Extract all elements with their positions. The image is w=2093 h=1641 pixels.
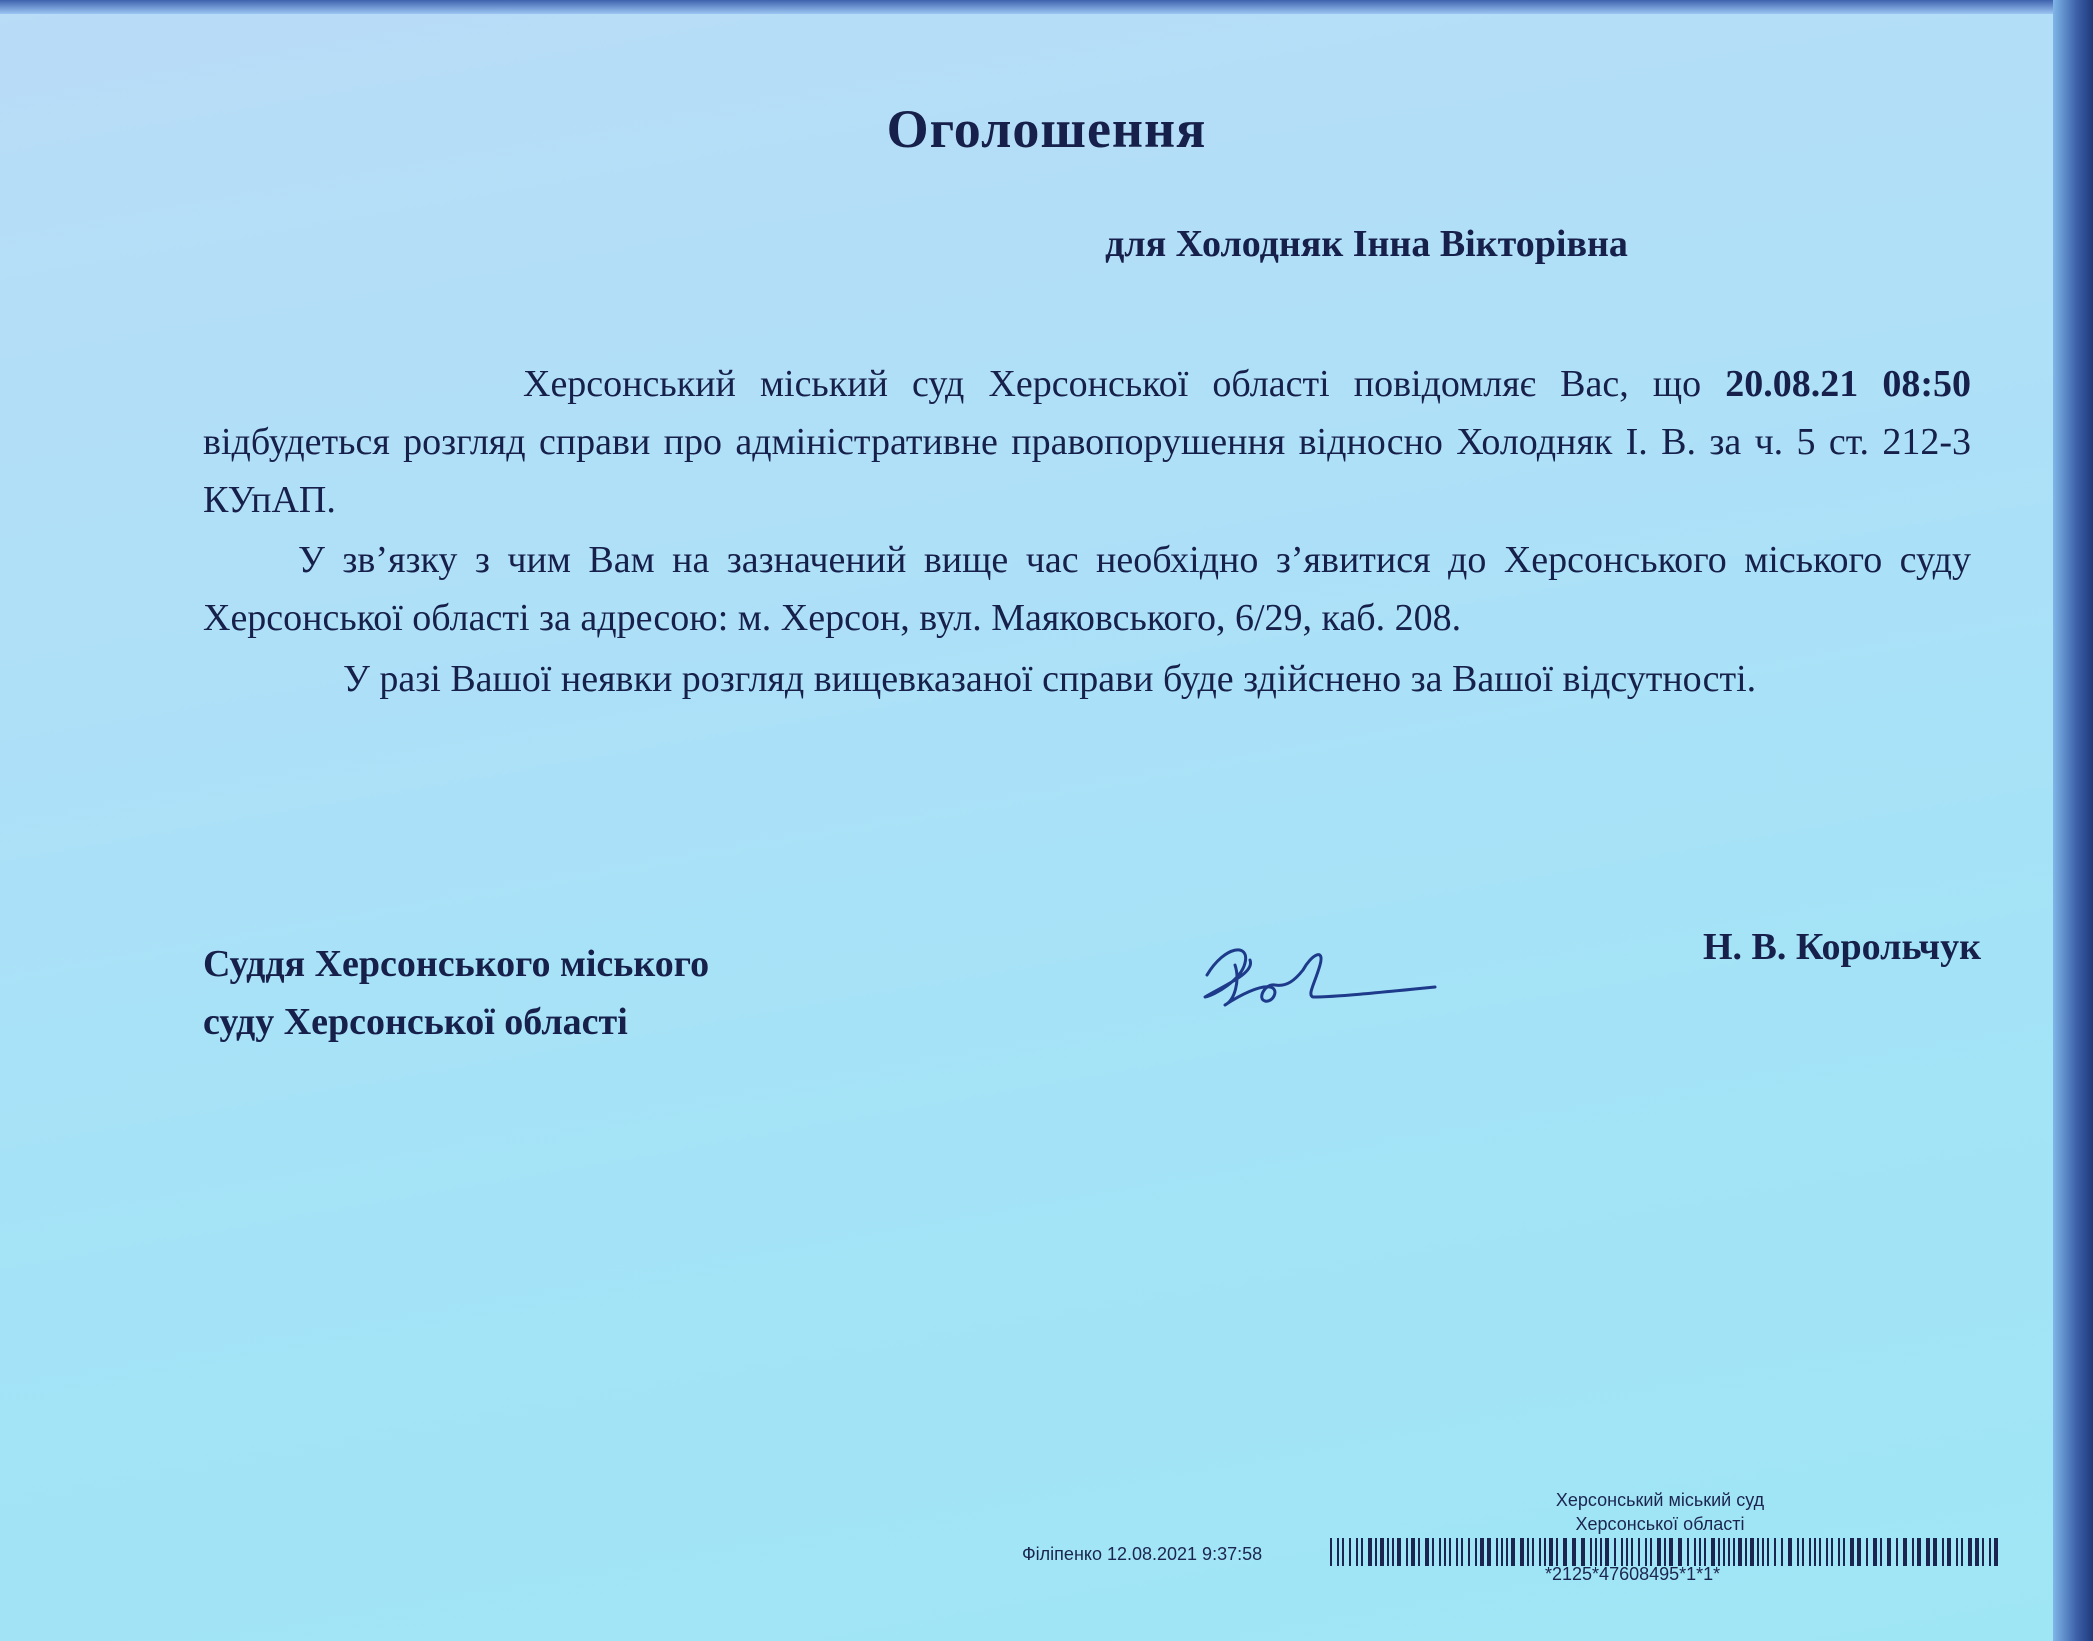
barcode-bar bbox=[1480, 1538, 1484, 1566]
barcode-bar bbox=[1387, 1538, 1389, 1566]
barcode-bar bbox=[1728, 1538, 1730, 1566]
barcode-bar bbox=[1368, 1538, 1372, 1566]
barcode-bar bbox=[1866, 1538, 1868, 1566]
paragraph1-text-before: Херсонський міський суд Херсонської області повідомляє Вас, що bbox=[523, 363, 1726, 405]
barcode-number: *2125*47608495*1*1* bbox=[1545, 1564, 1721, 1584]
notice-body bbox=[203, 355, 1971, 709]
court-stamp-line1: Херсонський міський суд bbox=[1555, 1490, 1765, 1510]
barcode-bar bbox=[1947, 1538, 1951, 1566]
barcode-bar bbox=[1774, 1538, 1776, 1566]
barcode-bar bbox=[1826, 1538, 1828, 1566]
document-title: Оголошення bbox=[886, 99, 1207, 159]
barcode-bar bbox=[1572, 1538, 1576, 1566]
barcode-bar bbox=[1520, 1538, 1524, 1566]
barcode-bar bbox=[1532, 1538, 1534, 1566]
barcode-bar bbox=[1678, 1538, 1682, 1566]
barcode-bar bbox=[1968, 1538, 1972, 1566]
barcode-bar bbox=[1342, 1538, 1344, 1566]
barcode-bar bbox=[1873, 1538, 1877, 1566]
barcode-bar bbox=[1501, 1538, 1503, 1566]
barcode-bar bbox=[1487, 1538, 1491, 1566]
handwritten-signature bbox=[1195, 925, 1445, 1025]
barcode-bar bbox=[1549, 1538, 1553, 1566]
court-stamp-line2: Херсонської області bbox=[1575, 1514, 1745, 1534]
barcode-bar bbox=[1831, 1538, 1833, 1566]
barcode-bar bbox=[1456, 1538, 1458, 1566]
barcode-bar bbox=[1850, 1538, 1854, 1566]
barcode-bar bbox=[1912, 1538, 1914, 1566]
barcode-bar bbox=[1699, 1538, 1701, 1566]
barcode-bar bbox=[1989, 1538, 1991, 1566]
barcode-bar bbox=[1903, 1538, 1907, 1566]
barcode-bar bbox=[1425, 1538, 1429, 1566]
barcode-bar bbox=[1994, 1538, 1998, 1566]
barcode-bar bbox=[1802, 1538, 1804, 1566]
barcode-bar bbox=[1819, 1538, 1821, 1566]
barcode-bar bbox=[1411, 1538, 1415, 1566]
judge-title-line2: суду Херсонської області bbox=[203, 1001, 628, 1043]
barcode-bar bbox=[1704, 1538, 1706, 1566]
barcode bbox=[1330, 1538, 2002, 1566]
judge-title-line1: Суддя Херсонського міського bbox=[203, 943, 710, 985]
barcode-bar bbox=[1614, 1538, 1616, 1566]
barcode-bar bbox=[1432, 1538, 1434, 1566]
barcode-bar bbox=[1475, 1538, 1477, 1566]
barcode-bar bbox=[1887, 1538, 1891, 1566]
barcode-bar bbox=[1392, 1538, 1394, 1566]
judge-name: Н. В. Корольчук bbox=[1702, 926, 1981, 968]
barcode-bar bbox=[1361, 1538, 1363, 1566]
barcode-bar bbox=[1397, 1538, 1401, 1566]
barcode-bar bbox=[1664, 1538, 1666, 1566]
paragraph1-text-after: відбудеться розгляд справи про адміністративне правопорушення відносно Холодняк І. В. за ч. 5 ст. 212-3 КУпАП. bbox=[203, 421, 1971, 521]
barcode-bar bbox=[1781, 1538, 1783, 1566]
barcode-bar bbox=[1511, 1538, 1515, 1566]
judge-title bbox=[203, 935, 709, 1051]
barcode-bar bbox=[1814, 1538, 1816, 1566]
barcode-bar bbox=[1762, 1538, 1764, 1566]
barcode-bar bbox=[1581, 1538, 1585, 1566]
barcode-bar bbox=[1380, 1538, 1384, 1566]
barcode-bar bbox=[1767, 1538, 1769, 1566]
barcode-bar bbox=[1838, 1538, 1840, 1566]
barcode-bar bbox=[1926, 1538, 1930, 1566]
barcode-bar bbox=[1544, 1538, 1546, 1566]
barcode-bar bbox=[1631, 1538, 1633, 1566]
barcode-bar bbox=[1917, 1538, 1921, 1566]
addressee-line bbox=[0, 222, 2093, 266]
addressee-text: для Холодняк Інна Вікторівна bbox=[1105, 223, 1628, 265]
barcode-bar bbox=[1933, 1538, 1937, 1566]
barcode-bar bbox=[1669, 1538, 1673, 1566]
barcode-bar bbox=[1809, 1538, 1811, 1566]
barcode-bar bbox=[1657, 1538, 1661, 1566]
barcode-bar bbox=[1896, 1538, 1898, 1566]
barcode-bar bbox=[1330, 1538, 1332, 1566]
barcode-bar bbox=[1556, 1538, 1558, 1566]
barcode-bar bbox=[1733, 1538, 1735, 1566]
barcode-bar bbox=[1843, 1538, 1845, 1566]
barcode-bar bbox=[1745, 1538, 1747, 1566]
barcode-bar bbox=[1449, 1538, 1451, 1566]
barcode-bar bbox=[1406, 1538, 1408, 1566]
barcode-bar bbox=[1349, 1538, 1351, 1566]
barcode-bar bbox=[1418, 1538, 1420, 1566]
hearing-datetime: 20.08.21 08:50 bbox=[1725, 363, 1971, 405]
barcode-bar bbox=[1506, 1538, 1508, 1566]
barcode-bar bbox=[1645, 1538, 1647, 1566]
barcode-bar bbox=[1711, 1538, 1715, 1566]
barcode-bar bbox=[1880, 1538, 1882, 1566]
paper-top-edge bbox=[0, 0, 2093, 14]
barcode-bar bbox=[1757, 1538, 1759, 1566]
paragraph-hearing-notice bbox=[203, 355, 1971, 529]
barcode-bar bbox=[1595, 1538, 1597, 1566]
barcode-bar bbox=[1375, 1538, 1377, 1566]
barcode-bar bbox=[1723, 1538, 1725, 1566]
barcode-bar bbox=[1738, 1538, 1742, 1566]
paragraph-absence: У разі Вашої неявки розгляд вищевказаної справи буде здійснено за Вашої відсутності. bbox=[343, 658, 1757, 700]
barcode-bar bbox=[1942, 1538, 1944, 1566]
barcode-bar bbox=[1975, 1538, 1979, 1566]
barcode-bar bbox=[1496, 1538, 1498, 1566]
barcode-bar bbox=[1750, 1538, 1754, 1566]
barcode-bar bbox=[1718, 1538, 1720, 1566]
barcode-bar bbox=[1527, 1538, 1529, 1566]
barcode-bar bbox=[1857, 1538, 1861, 1566]
court-stamp bbox=[1530, 1488, 1790, 1536]
barcode-bar bbox=[1539, 1538, 1541, 1566]
barcode-bar bbox=[1563, 1538, 1567, 1566]
barcode-bar bbox=[1621, 1538, 1623, 1566]
barcode-bar bbox=[1650, 1538, 1652, 1566]
barcode-bar bbox=[1356, 1538, 1358, 1566]
barcode-bar bbox=[1590, 1538, 1592, 1566]
paragraph-appearance: У зв’язку з чим Вам на зазначений вище час необхідно з’явитися до Херсонського міського суду Херсонської області за адресою: м. Херсон, вул. Маяковського, 6/29, каб. 208. bbox=[203, 539, 1971, 639]
barcode-bar bbox=[1982, 1538, 1984, 1566]
barcode-bar bbox=[1605, 1538, 1609, 1566]
barcode-bar bbox=[1956, 1538, 1958, 1566]
barcode-bar bbox=[1797, 1538, 1799, 1566]
barcode-bar bbox=[1444, 1538, 1446, 1566]
registrar-stamp: Філіпенко 12.08.2021 9:37:58 bbox=[1022, 1544, 1263, 1564]
barcode-bar bbox=[1337, 1538, 1339, 1566]
barcode-bar bbox=[1638, 1538, 1640, 1566]
barcode-bar bbox=[1461, 1538, 1463, 1566]
barcode-bar bbox=[1694, 1538, 1696, 1566]
barcode-bar bbox=[1788, 1538, 1792, 1566]
barcode-bar bbox=[1600, 1538, 1602, 1566]
barcode-bar bbox=[1439, 1538, 1441, 1566]
barcode-bar bbox=[1687, 1538, 1689, 1566]
barcode-bar bbox=[1961, 1538, 1963, 1566]
barcode-bar bbox=[1626, 1538, 1628, 1566]
barcode-bar bbox=[1468, 1538, 1470, 1566]
